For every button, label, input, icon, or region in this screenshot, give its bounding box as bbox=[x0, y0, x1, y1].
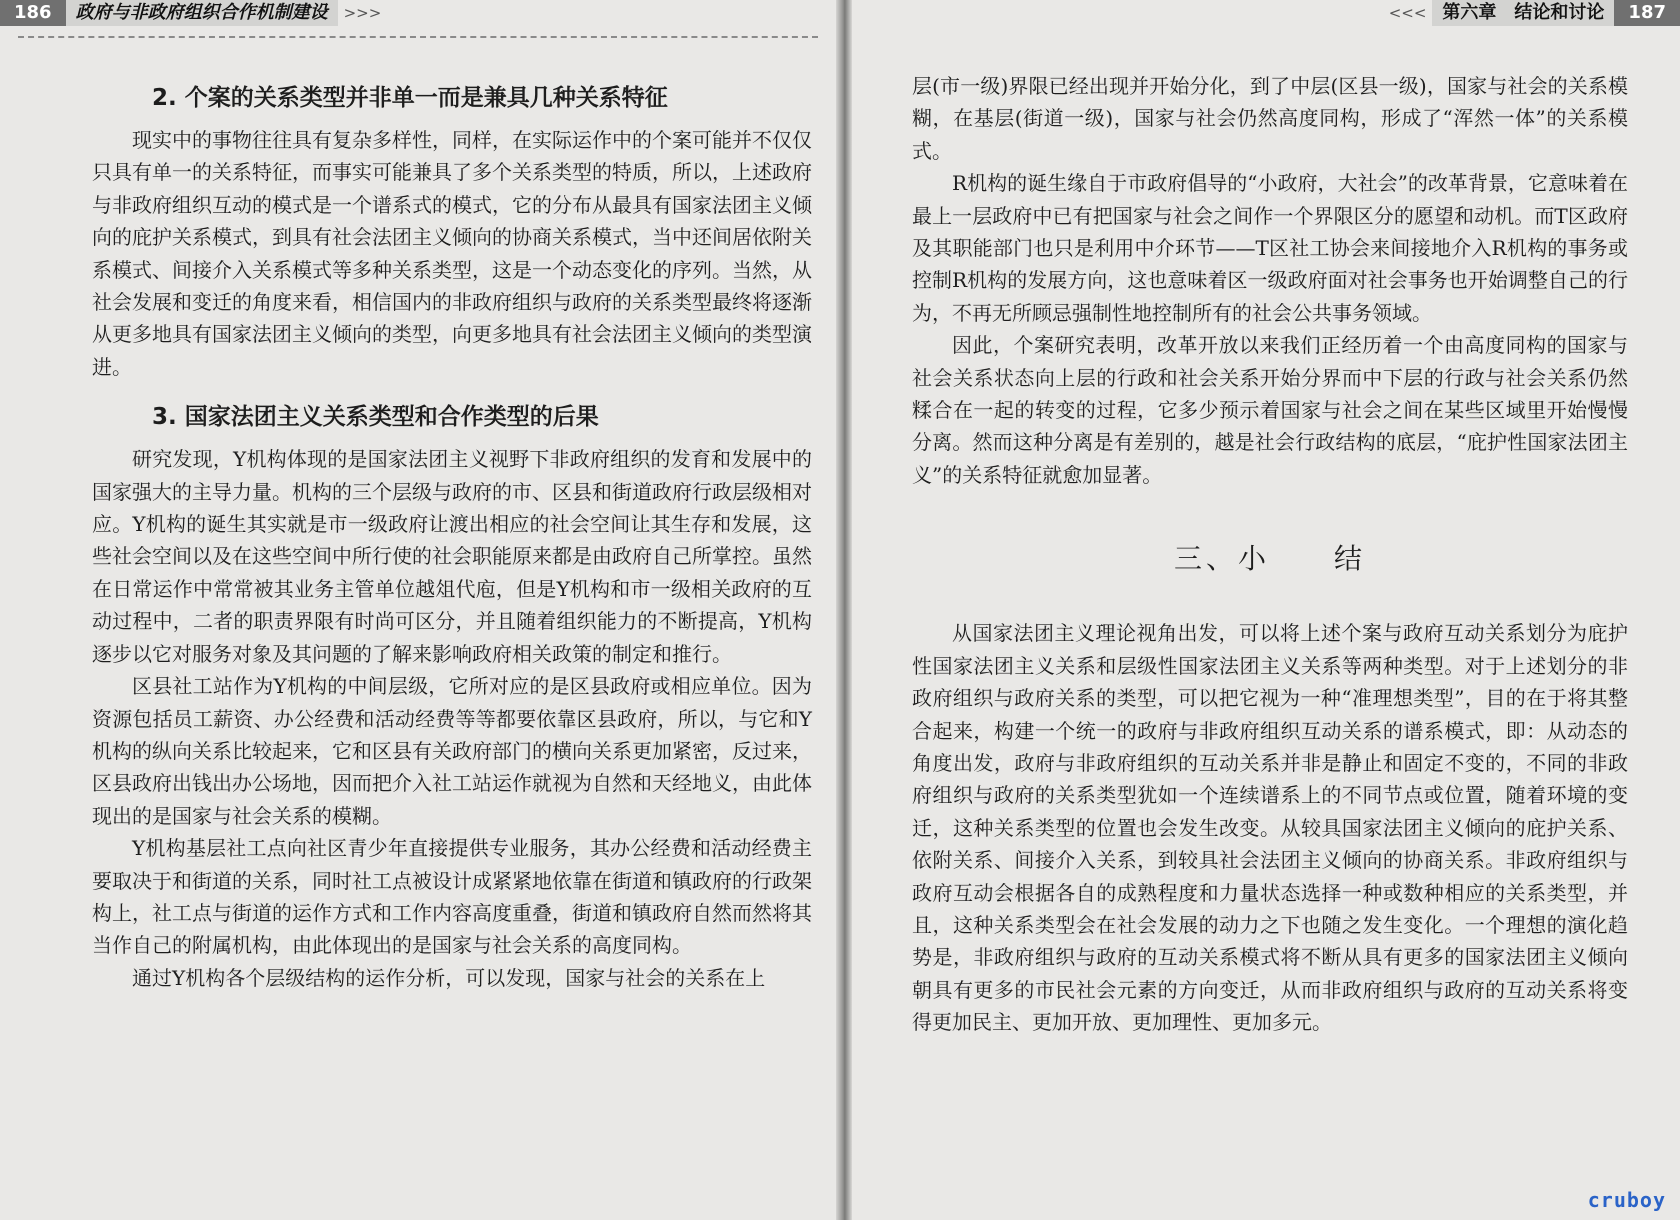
paragraph: 研究发现，Y机构体现的是国家法团主义视野下非政府组织的发育和发展中的国家强大的主导力量。机构的三个层级与政府的市、区县和街道政府行政层级相对应。Y机构的诞生其实就是市一级政府让渡出相应的社会空间让其生存和发展，这些社会空间以及在这些空间中所行使的社会职能原来都是由政府自己所掌控。虽然在日常运作中常常被其业务主管单位越俎代庖，但是Y机构和市一级相关政府的互动过程中，二者的职责界限有时尚可区分，并且随着组织能力的不断提高，Y机构逐步以它对服务对象及其问题的了解来影响政府相关政策的制定和推行。 bbox=[92, 447, 812, 666]
right-page-header bbox=[852, 0, 1680, 26]
left-page bbox=[0, 0, 836, 1220]
paragraph: 区县社工站作为Y机构的中间层级，它所对应的是区县政府或相应单位。因为资源包括员工薪资、办公经费和活动经费等等都要依靠区县政府，所以，与它和Y机构的纵向关系比较起来，它和区县有关政府部门的横向关系更加紧密，反过来，区县政府出钱出办公场地，因而把介入社工站运作就视为自然和天经地义，由此体现出的是国家与社会关系的模糊。 bbox=[92, 674, 812, 828]
paragraph: 从国家法团主义理论视角出发，可以将上述个案与政府互动关系划分为庇护性国家法团主义关系和层级性国家法团主义关系等两种类型。对于上述划分的非政府组织与政府关系的类型，可以把它视为一种“准理想类型”，目的在于将其整合起来，构建一个统一的政府与非政府组织互动关系的谱系模式，即：从动态的角度出发，政府与非政府组织的互动关系并非是静止和固定不变的，不同的非政府组织与政府的关系类型犹如一个连续谱系上的不同节点或位置，随着环境的变迁，这种关系类型的位置也会发生改变。从较具国家法团主义倾向的庇护关系、依附关系、间接介入关系，到较具社会法团主义倾向的协商关系。非政府组织与政府互动会根据各自的成熟程度和力量状态选择一种或数种相应的关系类型，并且，这种关系类型会在社会发展的动力之下也随之发生变化。一个理想的演化趋势是，非政府组织与政府的互动关系模式将不断从具有更多的国家法团主义倾向朝具有更多的市民社会元素的方向变迁，从而非政府组织与政府的互动关系将变得更加民主、更加开放、更加理性、更加多元。 bbox=[912, 621, 1628, 1035]
paragraph: Y机构基层社工点向社区青少年直接提供专业服务，其办公经费和活动经费主要取决于和街道的关系，同时社工点被设计成紧紧地依靠在街道和镇政府的行政架构上，社工点与街道的运作方式和工作内容高度重叠，街道和镇政府自然而然将其当作自己的附属机构，由此体现出的是国家与社会关系的高度同构。 bbox=[92, 836, 812, 958]
header-arrows-right: >>> bbox=[343, 4, 382, 22]
paragraph: 通过Y机构各个层级结构的运作分析，可以发现，国家与社会的关系在上 bbox=[132, 965, 766, 990]
running-book-title: 政府与非政府组织合作机制建设 bbox=[66, 0, 338, 26]
header-arrows-left: <<< bbox=[1388, 4, 1427, 22]
heading-consequences: 3. 国家法团主义关系类型和合作类型的后果 bbox=[152, 404, 599, 431]
paragraph: R机构的诞生缘自于市政府倡导的“小政府，大社会”的改革背景，它意味着在最上一层政府中已有把国家与社会之间作一个界限区分的愿望和动机。而T区政府及其职能部门也只是利用中介环节——T区社工协会来间接地介入R机构的事务或控制R机构的发展方向，这也意味着区一级政府面对社会事务也开始调整自己的行为，不再无所顾忌强制性地控制所有的社会公共事务领域。 bbox=[912, 171, 1628, 325]
heading-case-relation-type: 2. 个案的关系类型并非单一而是兼具几种关系特征 bbox=[152, 85, 668, 111]
paragraph: 现实中的事物往往具有复杂多样性，同样，在实际运作中的个案可能并不仅仅只具有单一的关系特征，而事实可能兼具了多个关系类型的特质，所以，上述政府与非政府组织互动的模式是一个谱系式的模式，它的分布从最具有国家法团主义倾向的庇护关系模式，到具有社会法团主义倾向的协商关系模式，当中还间居依附关系模式、间接介入关系模式等多种关系类型，这是一个动态变化的序列。当然，从社会发展和变迁的角度来看，相信国内的非政府组织与政府的关系类型最终将逐渐从更多地具有国家法团主义倾向的类型，向更多地具有社会法团主义倾向的类型演进。 bbox=[92, 128, 812, 379]
section-title-summary: 三、小 结 bbox=[1173, 542, 1366, 576]
left-page-header bbox=[0, 0, 836, 26]
header-divider-left bbox=[18, 36, 818, 38]
left-page-body bbox=[92, 70, 812, 994]
right-page-number: 187 bbox=[1614, 0, 1680, 26]
left-page-number: 186 bbox=[0, 0, 66, 26]
right-page-body bbox=[912, 70, 1628, 1039]
book-gutter bbox=[836, 0, 852, 1220]
chapter-title: 第六章 结论和讨论 bbox=[1432, 0, 1614, 26]
watermark-text: cruboy bbox=[1587, 1188, 1666, 1212]
paragraph: 层(市一级)界限已经出现并开始分化，到了中层(区县一级)，国家与社会的关系模糊，在基层(街道一级)，国家与社会仍然高度同构，形成了“浑然一体”的关系模式。 bbox=[912, 74, 1628, 163]
paragraph: 因此，个案研究表明，改革开放以来我们正经历着一个由高度同构的国家与社会关系状态向上层的行政和社会关系开始分界而中下层的行政与社会关系仍然糅合在一起的转变的过程，它多少预示着国家与社会之间在某些区域里开始慢慢分离。然而这种分离是有差别的，越是社会行政结构的底层，“庇护性国家法团主义”的关系特征就愈加显著。 bbox=[912, 333, 1628, 487]
